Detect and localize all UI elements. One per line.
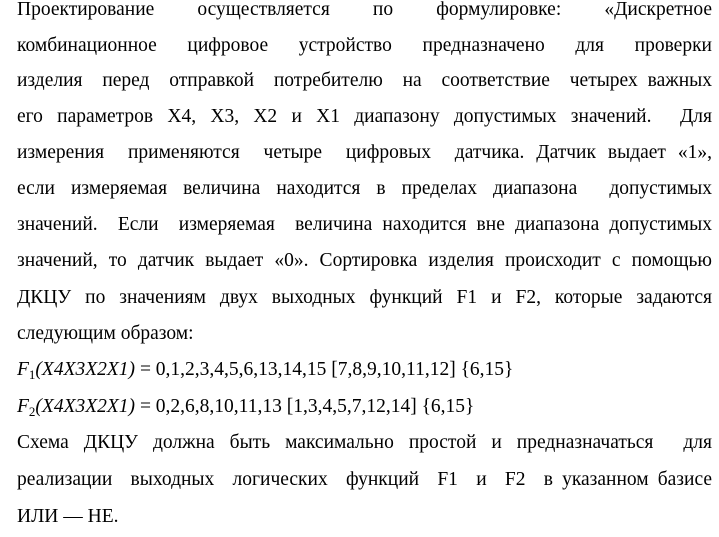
formula-f1-args: (X4X3X2X1) [35, 359, 136, 380]
formula-f1-rhs: = 0,1,2,3,4,5,6,13,14,15 [7,8,9,10,11,12] {6,15} [139, 359, 514, 380]
paragraph-1-line-2: комбинационное цифровое устройство предназначено для проверки [17, 35, 712, 56]
paragraph-2-line-2: реализации выходных логических функций F1 и F2 в указанном базисе [17, 469, 712, 490]
formula-f1-subscript: 1 [28, 367, 36, 382]
paragraph-1-line-1: Проектирование осуществляется по формулировке: «Дискретное [17, 0, 712, 20]
formula-f1 [17, 355, 513, 385]
paragraph-1-line-6: если измеряемая величина находится в пределах диапазона допустимых [17, 178, 712, 199]
paragraph-1-line-5: измерения применяются четыре цифровых датчика. Датчик выдает «1», [17, 142, 712, 163]
paragraph-1-line-4: его параметров X4, X3, X2 и X1 диапазону допустимых значений. Для [17, 106, 712, 127]
formula-f2-subscript: 2 [28, 404, 36, 419]
formula-f2 [17, 392, 474, 422]
paragraph-1-line-10: следующим образом: [17, 323, 194, 344]
formula-f2-name: F [17, 396, 29, 417]
formula-f2-rhs: = 0,2,6,8,10,11,13 [1,3,4,5,7,12,14] {6,15} [139, 396, 475, 417]
paragraph-2-line-3: ИЛИ — НЕ. [17, 506, 119, 527]
paragraph-1-line-3: изделия перед отправкой потребителю на соответствие четырех важных [17, 70, 712, 91]
formula-f2-args: (X4X3X2X1) [35, 396, 136, 417]
paragraph-1-line-9: ДКЦУ по значениям двух выходных функций F1 и F2, которые задаются [17, 287, 712, 308]
formula-f1-name: F [17, 359, 29, 380]
paragraph-1-line-7: значений. Если измеряемая величина находится вне диапазона допустимых [17, 214, 712, 235]
paragraph-1-line-8: значений, то датчик выдает «0». Сортировка изделия происходит с помощью [17, 250, 712, 271]
paragraph-2-line-1: Схема ДКЦУ должна быть максимально простой и предназначаться для [17, 432, 712, 453]
